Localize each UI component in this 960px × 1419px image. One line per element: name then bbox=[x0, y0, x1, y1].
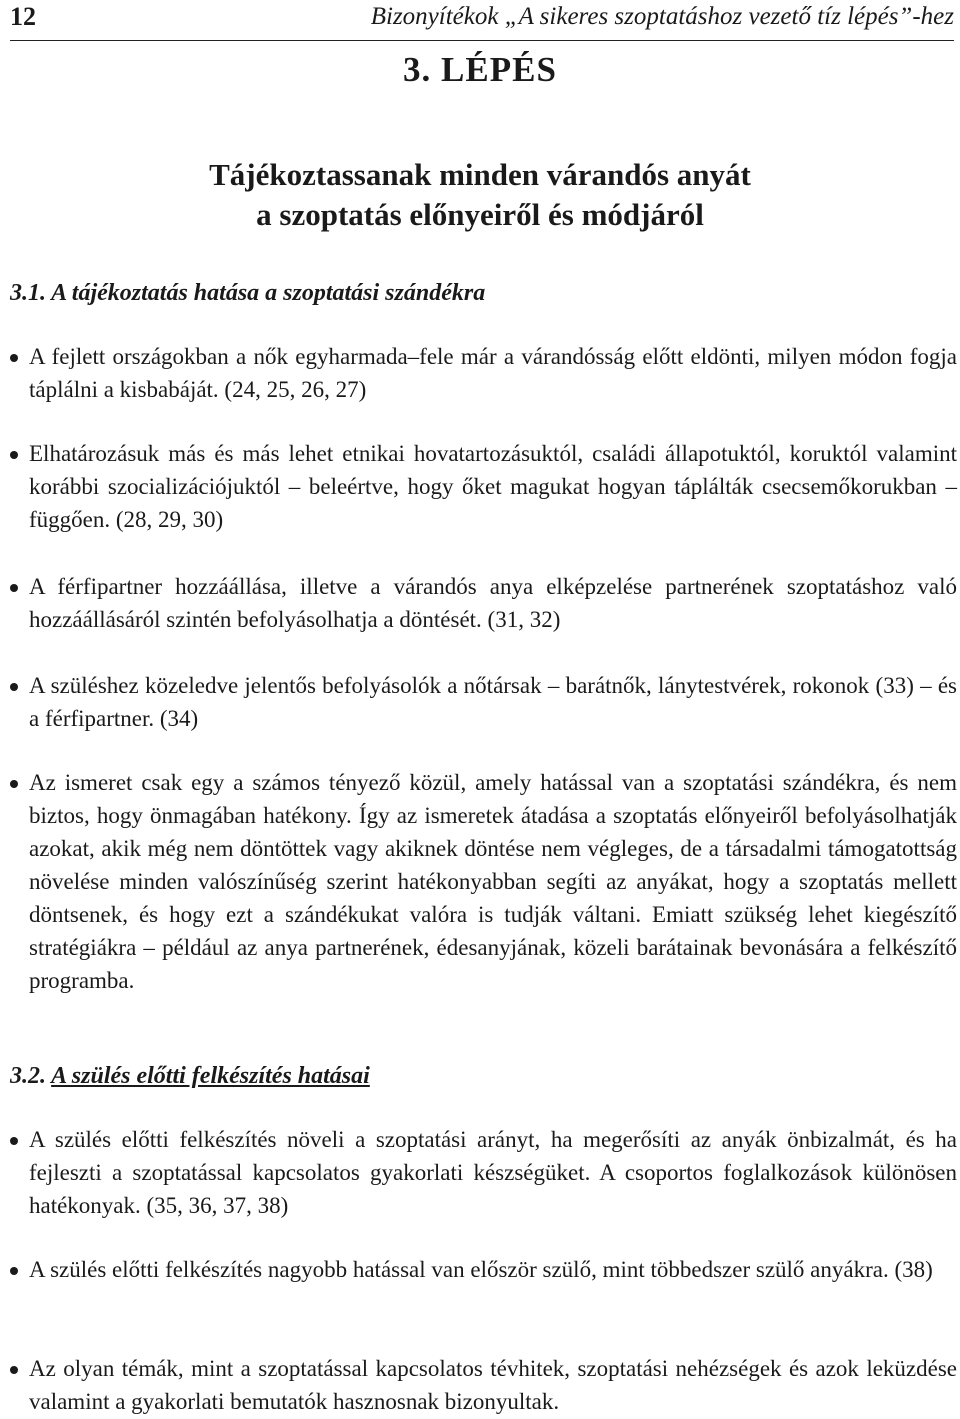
list-item-text: A szüléshez közeledve jelentős befolyásolók a nőtársak – barátnők, lánytestvérek, rokonok (33) – és a férfipartner. (34) bbox=[29, 673, 957, 731]
list-item bbox=[10, 1352, 957, 1418]
list-item bbox=[10, 437, 957, 536]
bullet-icon bbox=[10, 1137, 18, 1145]
bullet-icon bbox=[10, 451, 18, 459]
list-item bbox=[10, 1123, 957, 1222]
section-heading-3-2 bbox=[10, 1063, 370, 1090]
list-item-text: Az olyan témák, mint a szoptatással kapcsolatos tévhitek, szoptatási nehézségek és azok leküzdése valamint a gyakorlati bemutatók hasznosnak bizonyultak. bbox=[29, 1356, 957, 1414]
chapter-title bbox=[0, 155, 960, 235]
section-number: 3.2. bbox=[10, 1063, 46, 1089]
list-item-text: A szülés előtti felkészítés növeli a szoptatási arányt, ha megerősíti az anyák önbizalmát, és ha fejleszti a szoptatással kapcsolatos gyakorlati készségüket. A csoportos foglalkozások különösen hatékonyak. (35, 36, 37, 38) bbox=[29, 1127, 957, 1218]
running-title: Bizonyítékok „A sikeres szoptatáshoz vezető tíz lépés”-hez bbox=[370, 3, 954, 30]
list-item-text: Elhatározásuk más és más lehet etnikai hovatartozásuktól, családi állapotuktól, koruktól valamint korábbi szocializációjuktól – beleértve, hogy őket magukat hogyan táplálták csecsemőkorukban – függően. (28, 29, 30) bbox=[29, 441, 957, 532]
bullet-icon bbox=[10, 1267, 18, 1275]
list-item bbox=[10, 669, 957, 735]
list-item-text: A fejlett országokban a nők egyharmada–fele már a várandósság előtt eldönti, milyen módon fogja táplálni a kisbabáját. (24, 25, 26, 27) bbox=[29, 344, 957, 402]
list-item bbox=[10, 340, 957, 406]
section-heading-3-1 bbox=[10, 280, 485, 307]
list-item-text: Az ismeret csak egy a számos tényező közül, amely hatással van a szoptatási szándékra, és nem biztos, hogy önmagában hatékony. Így az ismeretek átadása a szoptatás előnyeiről befolyásolhatják azokat, akik még nem döntöttek vagy akiknek döntése nem végleges, de a társadalmi támogatottság növelése minden valószínűség szerint hatékonyabban segíti az anyákat, hogy a szoptatás mellett döntsenek, és hogy ezt a szándékukat valóra is tudják váltani. Emiatt szükség lehet kiegészítő stratégiákra – például az anya partnerének, édesanyjának, közeli barátainak bevonására a felkészítő programba. bbox=[29, 770, 957, 993]
list-item-text: A szülés előtti felkészítés nagyobb hatással van először szülő, mint többedszer szülő anyákra. (38) bbox=[29, 1257, 933, 1282]
bullet-icon bbox=[10, 780, 18, 788]
section-title: A szülés előtti felkészítés hatásai bbox=[51, 1063, 370, 1089]
page-header bbox=[10, 0, 954, 41]
step-title: 3. LÉPÉS bbox=[403, 50, 557, 89]
bullet-icon bbox=[10, 683, 18, 691]
list-item bbox=[10, 766, 957, 997]
list-item-text: A férfipartner hozzáállása, illetve a várandós anya elképzelése partnerének szoptatáshoz való hozzáállásáról szintén befolyásolhatja a döntését. (31, 32) bbox=[29, 574, 957, 632]
chapter-title-line-2: a szoptatás előnyeiről és módjáról bbox=[256, 197, 704, 232]
chapter-title-line-1: Tájékoztassanak minden várandós anyát bbox=[209, 157, 751, 192]
list-item bbox=[10, 1253, 957, 1286]
section-title: A tájékoztatás hatása a szoptatási szándékra bbox=[51, 280, 486, 306]
list-item bbox=[10, 570, 957, 636]
page-number: 12 bbox=[10, 2, 36, 31]
bullet-icon bbox=[10, 584, 18, 592]
bullet-icon bbox=[10, 1366, 18, 1374]
section-number: 3.1. bbox=[10, 280, 46, 306]
bullet-icon bbox=[10, 354, 18, 362]
